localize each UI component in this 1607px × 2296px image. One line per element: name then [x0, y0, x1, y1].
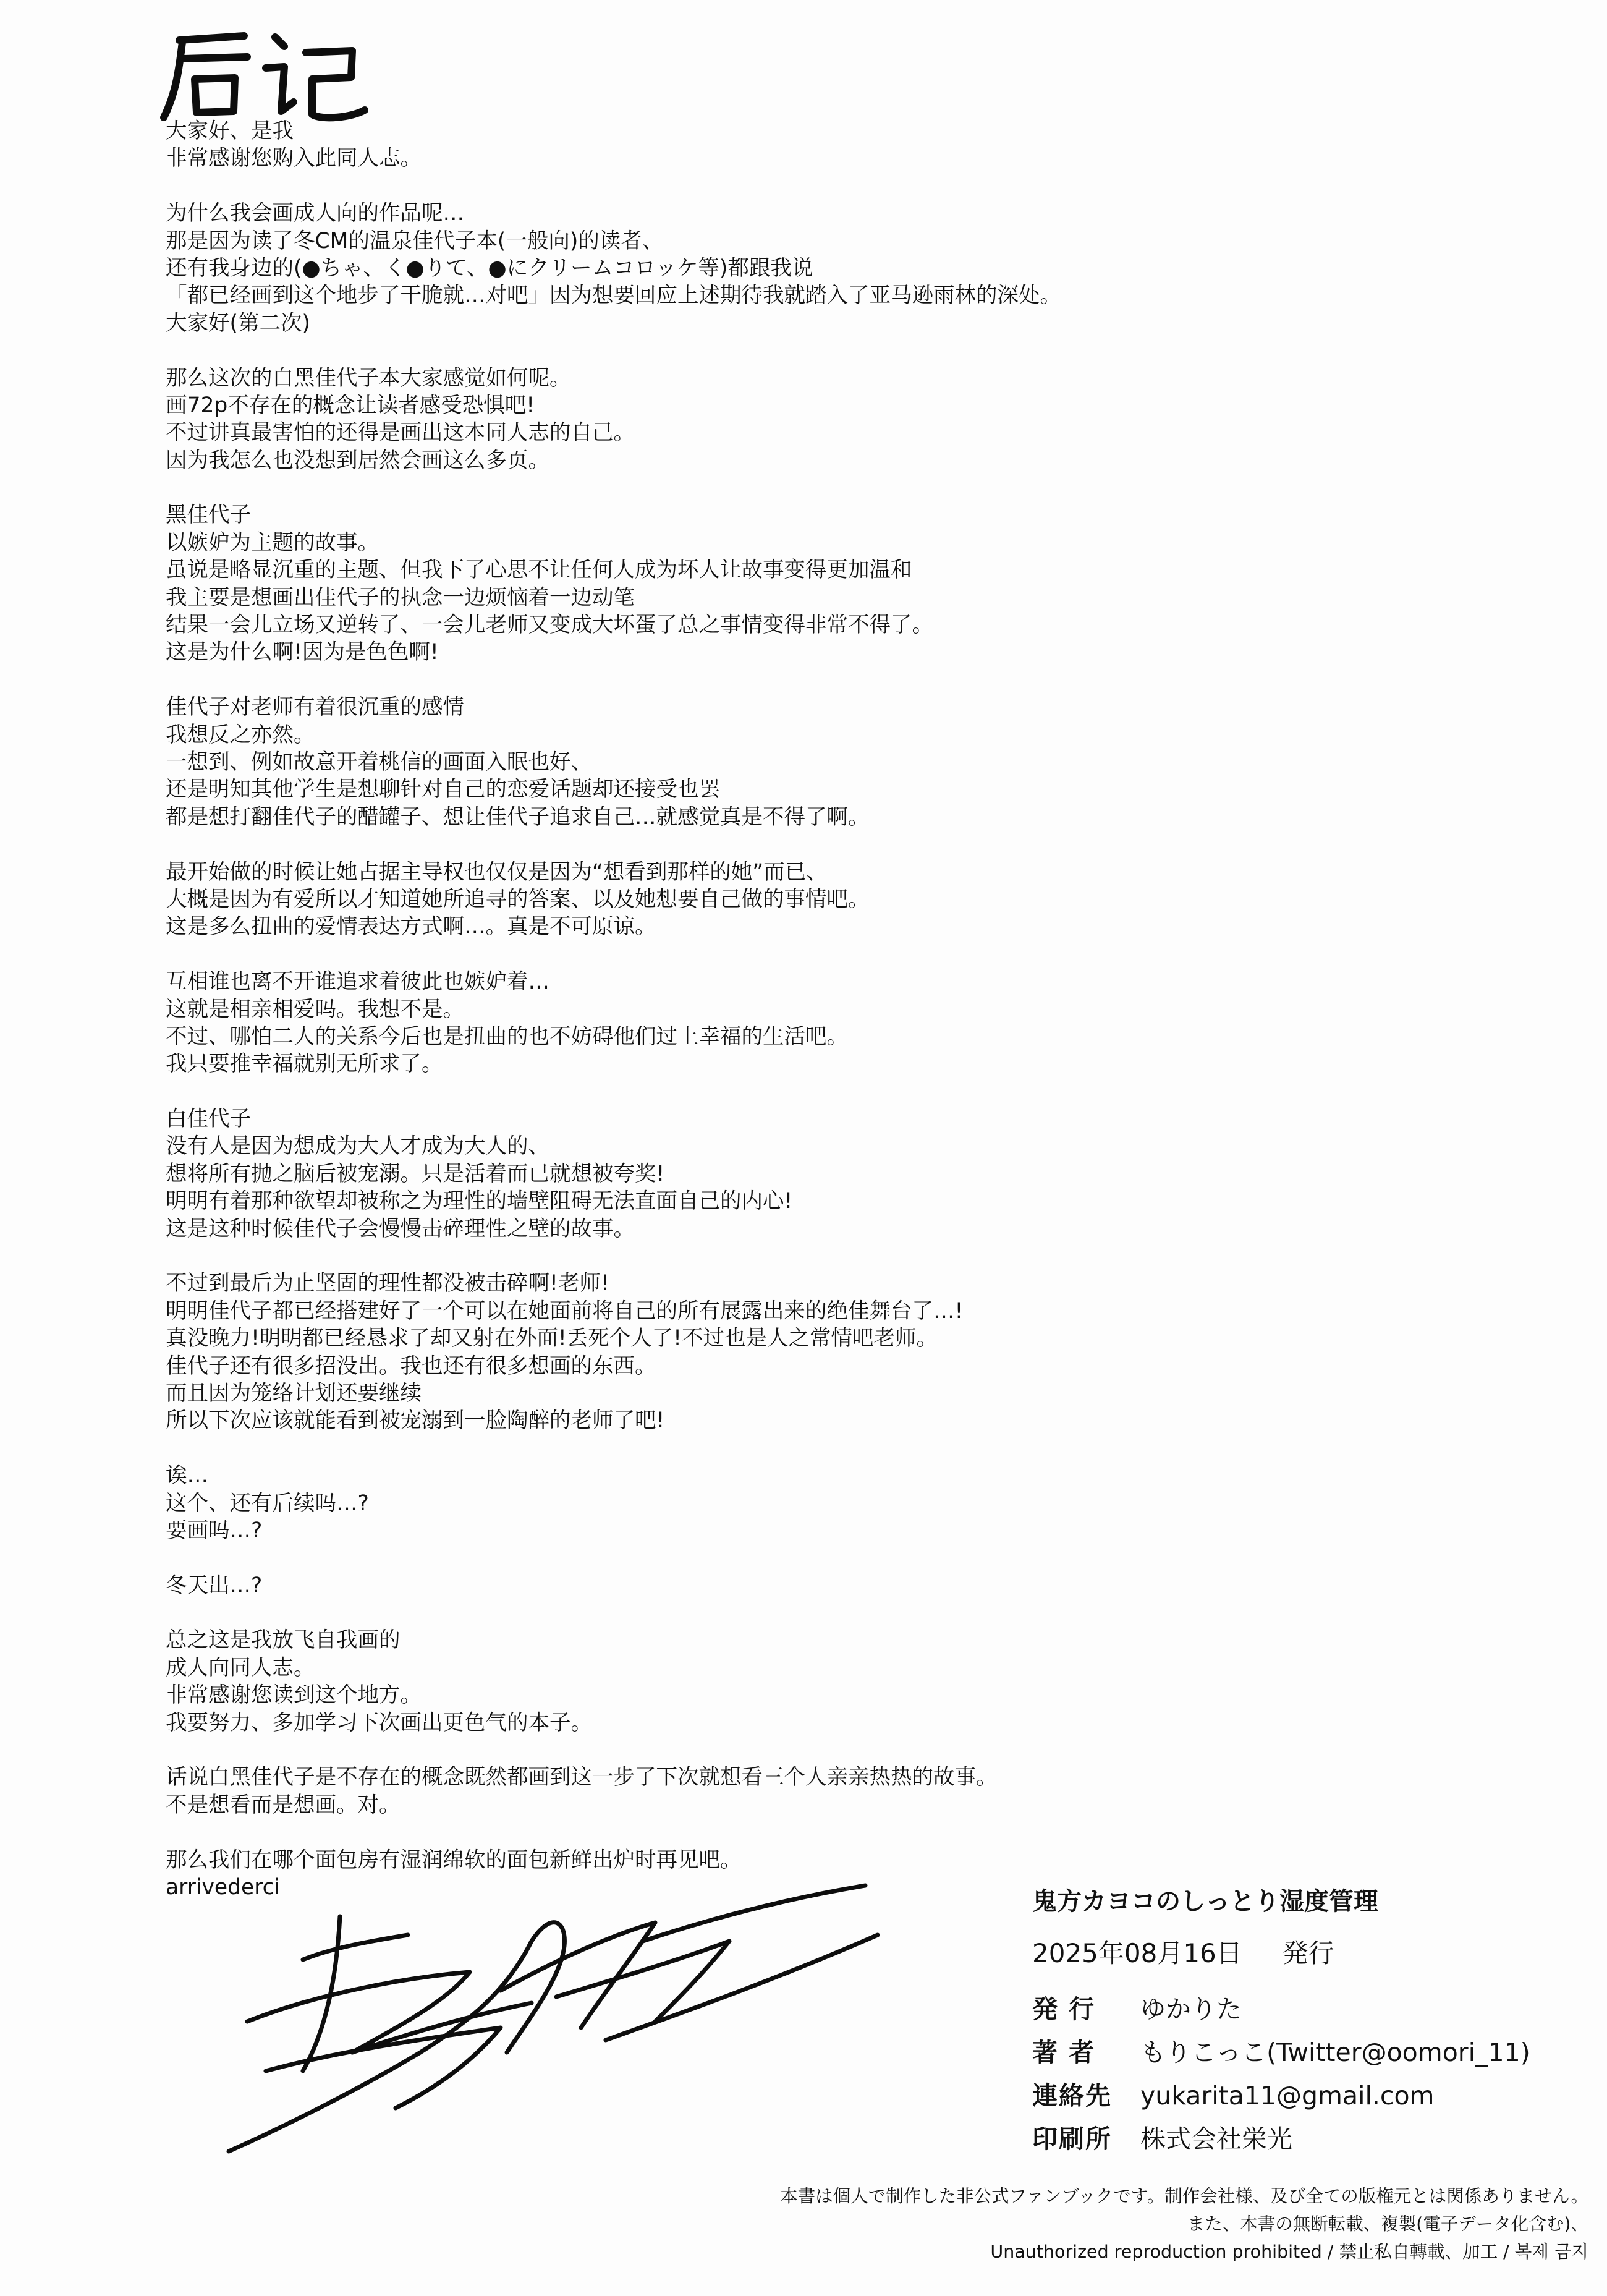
colophon-value: 株式会社栄光: [1140, 2124, 1292, 2154]
colophon-value: yukarita11@gmail.com: [1140, 2081, 1435, 2111]
text-line: 那么这次的白黑佳代子本大家感觉如何呢。: [166, 365, 571, 391]
signature-graphic: [210, 1867, 952, 2170]
text-line: 黑佳代子: [166, 503, 251, 528]
colophon-value: もりこっこ(Twitter@oomori_11): [1140, 2038, 1530, 2067]
text-line: 大概是因为有爱所以才知道她所追寻的答案、以及她想要自己做的事情吧。: [166, 887, 870, 912]
text-line: 我主要是想画出佳代子的执念一边烦恼着一边动笔: [166, 585, 635, 610]
text-line: 所以下次应该就能看到被宠溺到一脸陶醉的老师了吧!: [166, 1408, 665, 1434]
text-line: 这是这种时候佳代子会慢慢击碎理性之壁的故事。: [166, 1216, 635, 1241]
colophon-label: 発 行: [1032, 1994, 1096, 2024]
text-line: 想将所有抛之脑后被宠溺。只是活着而已就想被夸奖!: [166, 1161, 665, 1186]
paragraph: [166, 501, 1291, 666]
text-line: 互相谁也离不开谁追求着彼此也嫉妒着…: [166, 969, 549, 995]
text-line: 这是多么扭曲的爱情表达方式啊…。真是不可原谅。: [166, 914, 656, 940]
text-line: 佳代子对老师有着很沉重的感情: [166, 695, 464, 720]
text-line: 我想反之亦然。: [166, 722, 315, 747]
colophon-row: [1032, 1989, 1588, 2032]
paragraph: [166, 200, 1291, 337]
paragraph: [166, 694, 1291, 831]
colophon-label: 連絡先: [1032, 2081, 1112, 2111]
text-line: 还有我身边的(●ちゃ、く●りて、●にクリームコロッケ等)都跟我说: [166, 255, 813, 281]
text-line: 「都已经画到这个地步了干脆就…对吧」因为想要回应上述期待我就踏入了亚马逊雨林的深处。: [166, 283, 1061, 308]
text-line: 因为我怎么也没想到居然会画这么多页。: [166, 448, 549, 473]
issue-date-line: [1032, 1934, 1588, 1973]
book-title: 鬼方カヨコのしっとり湿度管理: [1032, 1887, 1378, 1916]
issue-date: 2025年08月16日: [1032, 1938, 1242, 1968]
colophon-row: [1032, 2075, 1588, 2119]
text-line: 话说白黑佳代子是不存在的概念既然都画到这一步了下次就想看三个人亲亲热热的故事。: [166, 1765, 998, 1790]
copyright-footer: [661, 2182, 1588, 2266]
text-line: 佳代子还有很多招没出。我也还有很多想画的东西。: [166, 1353, 656, 1379]
paragraph: [166, 859, 1291, 941]
text-line: 我只要推幸福就别无所求了。: [166, 1052, 443, 1077]
text-line: 那是因为读了冬CM的温泉佳代子本(一般向)的读者、: [166, 228, 664, 253]
paragraph: [166, 968, 1291, 1078]
text-line: 虽说是略显沉重的主题、但我下了心思不让任何人成为坏人让故事变得更加温和: [166, 558, 912, 583]
paragraph: [166, 1105, 1291, 1243]
afterword-heading: [155, 25, 377, 130]
issue-label: 発行: [1282, 1938, 1334, 1968]
text-line: 这就是相亲相爱吗。我想不是。: [166, 997, 464, 1022]
footer-line: また、本書の無断転載、複製(電子データ化含む)、: [1187, 2214, 1588, 2234]
afterword-body: [166, 117, 1291, 1901]
text-line: 大家好、是我: [166, 119, 294, 143]
colophon-row: [1032, 2032, 1588, 2075]
text-line: 明明佳代子都已经搭建好了一个可以在她面前将自己的所有展露出来的绝佳舞台了…!: [166, 1298, 964, 1324]
colophon-label: 著 者: [1032, 2038, 1096, 2067]
text-line: 非常感谢您购入此同人志。: [166, 146, 422, 171]
paragraph: [166, 1462, 1291, 1544]
text-line: 要画吗…?: [166, 1518, 263, 1543]
colophon-label: 印刷所: [1032, 2124, 1112, 2154]
text-line: 不过、哪怕二人的关系今后也是扭曲的也不妨碍他们过上幸福的生活吧。: [166, 1024, 848, 1049]
text-line: 不是想看而是想画。对。: [166, 1792, 401, 1818]
text-line: 画72p不存在的概念让读者感受恐惧吧!: [166, 393, 535, 418]
text-line: 总之这是我放飞自我画的: [166, 1628, 401, 1653]
text-line: 我要努力、多加学习下次画出更色气的本子。: [166, 1710, 592, 1735]
text-line: 都是想打翻佳代子的醋罐子、想让佳代子追求自己…就感觉真是不得了啊。: [166, 804, 870, 830]
paragraph: [166, 365, 1291, 475]
paragraph: [166, 1572, 1291, 1599]
colophon-row: [1032, 2119, 1588, 2162]
text-line: 为什么我会画成人向的作品呢…: [166, 201, 464, 226]
text-line: 不过讲真最害怕的还得是画出这本同人志的自己。: [166, 420, 635, 446]
text-line: 不过到最后为止坚固的理性都没被击碎啊!老师!: [166, 1271, 609, 1296]
text-line: 这个、还有后续吗…?: [166, 1490, 369, 1516]
text-line: 结果一会儿立场又逆转了、一会儿老师又变成大坏蛋了总之事情变得非常不得了。: [166, 613, 933, 638]
text-line: 冬天出…?: [166, 1573, 263, 1598]
colophon: [1032, 1882, 1588, 2162]
text-line: 没有人是因为想成为大人才成为大人的、: [166, 1134, 549, 1159]
text-line: 大家好(第二次): [166, 310, 310, 336]
footer-line: 本書は個人で制作した非公式ファンブックです。制作会社様、及び全ての版権元とは関係ありません。: [780, 2186, 1588, 2206]
footer-line: Unauthorized reproduction prohibited / 禁止私自轉載、加工 / 복제 금지: [990, 2242, 1588, 2262]
paragraph: [166, 117, 1291, 172]
text-line: 真没晚力!明明都已经恳求了却又射在外面!丢死个人了!不过也是人之常情吧老师。: [166, 1326, 938, 1351]
text-line: 最开始做的时候让她占据主导权也仅仅是因为“想看到那样的她”而已、: [166, 859, 828, 885]
text-line: 这是为什么啊!因为是色色啊!: [166, 640, 439, 665]
colophon-value: ゆかりた: [1140, 1994, 1242, 2024]
author-signature: [210, 1867, 952, 2170]
handwritten-heading-graphic: [155, 25, 377, 130]
text-line: 非常感谢您读到这个地方。: [166, 1683, 422, 1708]
text-line: 以嫉妒为主题的故事。: [166, 530, 379, 555]
text-line: 一想到、例如故意开着桃信的画面入眠也好、: [166, 749, 592, 775]
colophon-rows: [1032, 1989, 1588, 2162]
paragraph: [166, 1764, 1291, 1819]
text-line: 白佳代子: [166, 1107, 251, 1132]
text-line: 而且因为笼络计划还要继续: [166, 1380, 422, 1406]
text-line: 明明有着那种欲望却被称之为理性的墙壁阻碍无法直面自己的内心!: [166, 1189, 793, 1214]
text-line: 还是明知其他学生是想聊针对自己的恋爱话题却还接受也罢: [166, 777, 720, 802]
text-line: 那么我们在哪个面包房有湿润绵软的面包新鲜出炉时再见吧。: [166, 1847, 742, 1873]
text-line: 成人向同人志。: [166, 1655, 315, 1680]
paragraph: [166, 1626, 1291, 1737]
text-line: 诶…: [166, 1463, 208, 1489]
paragraph: [166, 1270, 1291, 1434]
text-line: arrivederci: [166, 1875, 281, 1900]
